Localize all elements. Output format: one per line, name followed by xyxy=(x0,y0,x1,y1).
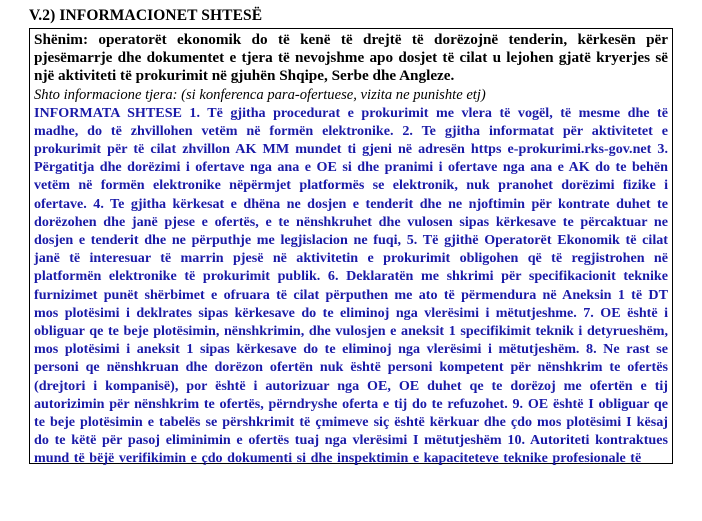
language-note: Shënim: operatorët ekonomik do të kenë të drejtë të dorëzojnë tenderin, kërkesën për pjesëmarrje dhe dokumentet e tjera të nevojshme apo dosjet të cilat u lejohen gjatë kryerjes së një aktiviteti të prokurimit në gjuhën Shqipe, Serbe dhe Angleze. xyxy=(34,31,668,85)
additional-info-text: INFORMATA SHTESE 1. Të gjitha procedurat e prokurimit me vlera të vogël, të mesme dhe të madhe, do të zhvillohen vetëm në formën elektronike. 2. Te gjitha informatat për aktivitetet e prokurimit për të cilat zhvillon AK MM mundet ti gjeni në adresën https e-prokurimi.rks-gov.net 3. Përgatitja dhe dorëzimi i ofertave nga ana e OE si dhe pranimi i ofertave nga ana e AK do te behën vetëm në formën elektronike nëpërmjet platformës se elektronik, nuk pranohet dorëzimi fizike i ofertave. 4. Te gjitha kërkesat e dhëna ne dosjen e tenderit dhe ne njoftimin për kontrate duhet te dorëzohen dhe janë pjese e ofertës, e te nënshkruhet dhe vulosen sipas kërkesave te përcaktuar ne dosjen e tenderit dhe ne përputhje me legjislacion ne fuqi, 5. Të gjithë Operatorët Ekonomik të cilat janë të interesuar të marrin pjesë në aktivitetin e prokurimit obligohen që të regjistrohen në platformën elektronike të prokurimit publik. 6. Deklaratën me shkrimi për specifikacionit teknike furnizimet punët shërbimet e ofruara të cilat përputhen me ato të përmendura në Aneksin 1 të DT mos plotësimi i deklrates sipas kërkesave do te eliminoj nga vlerësimi i mëtutjeshme. 7. OE është i obliguar qe te beje plotësimin, nënshkrimin, dhe vulosjen e aneksit 1 specifikimit teknik i detyrueshëm, mos plotësimi i aneksit 1 sipas kërkesave do te eliminoj nga vlerësimi i mëtutjeshëm. 8. Ne rast se personi qe nënshkruan dhe dorëzon ofertën nuk është personi kompetent për nënshkrim te ofertës (drejtori i kompanisë), por është i autorizuar nga OE, OE duhet qe te dorëzoj me ofertën e tij autorizimin për nënshkrim te ofertës, përndryshe oferta e tij do te refuzohet. 9. OE është I obliguar qe te beje plotësimin e tabelës se përshkrimit të çmimeve siç është kërkuar dhe çdo mos plotësimi I kësaj do te këtë për pasoj eliminimin e ofertës tuaj nga vlerësimi I mëtutjeshëm 10. Autoriteti kontraktues mund të bëjë verifikimin e çdo dokumenti si dhe inspektimin e kapaciteteve teknike profesionale të xyxy=(34,104,668,467)
other-info-hint: Shto informacione tjera: (si konferenca para-ofertuese, vizita ne punishte etj) xyxy=(34,86,486,103)
section-heading: V.2) INFORMACIONET SHTESË xyxy=(29,7,263,24)
additional-info-box xyxy=(29,28,673,467)
